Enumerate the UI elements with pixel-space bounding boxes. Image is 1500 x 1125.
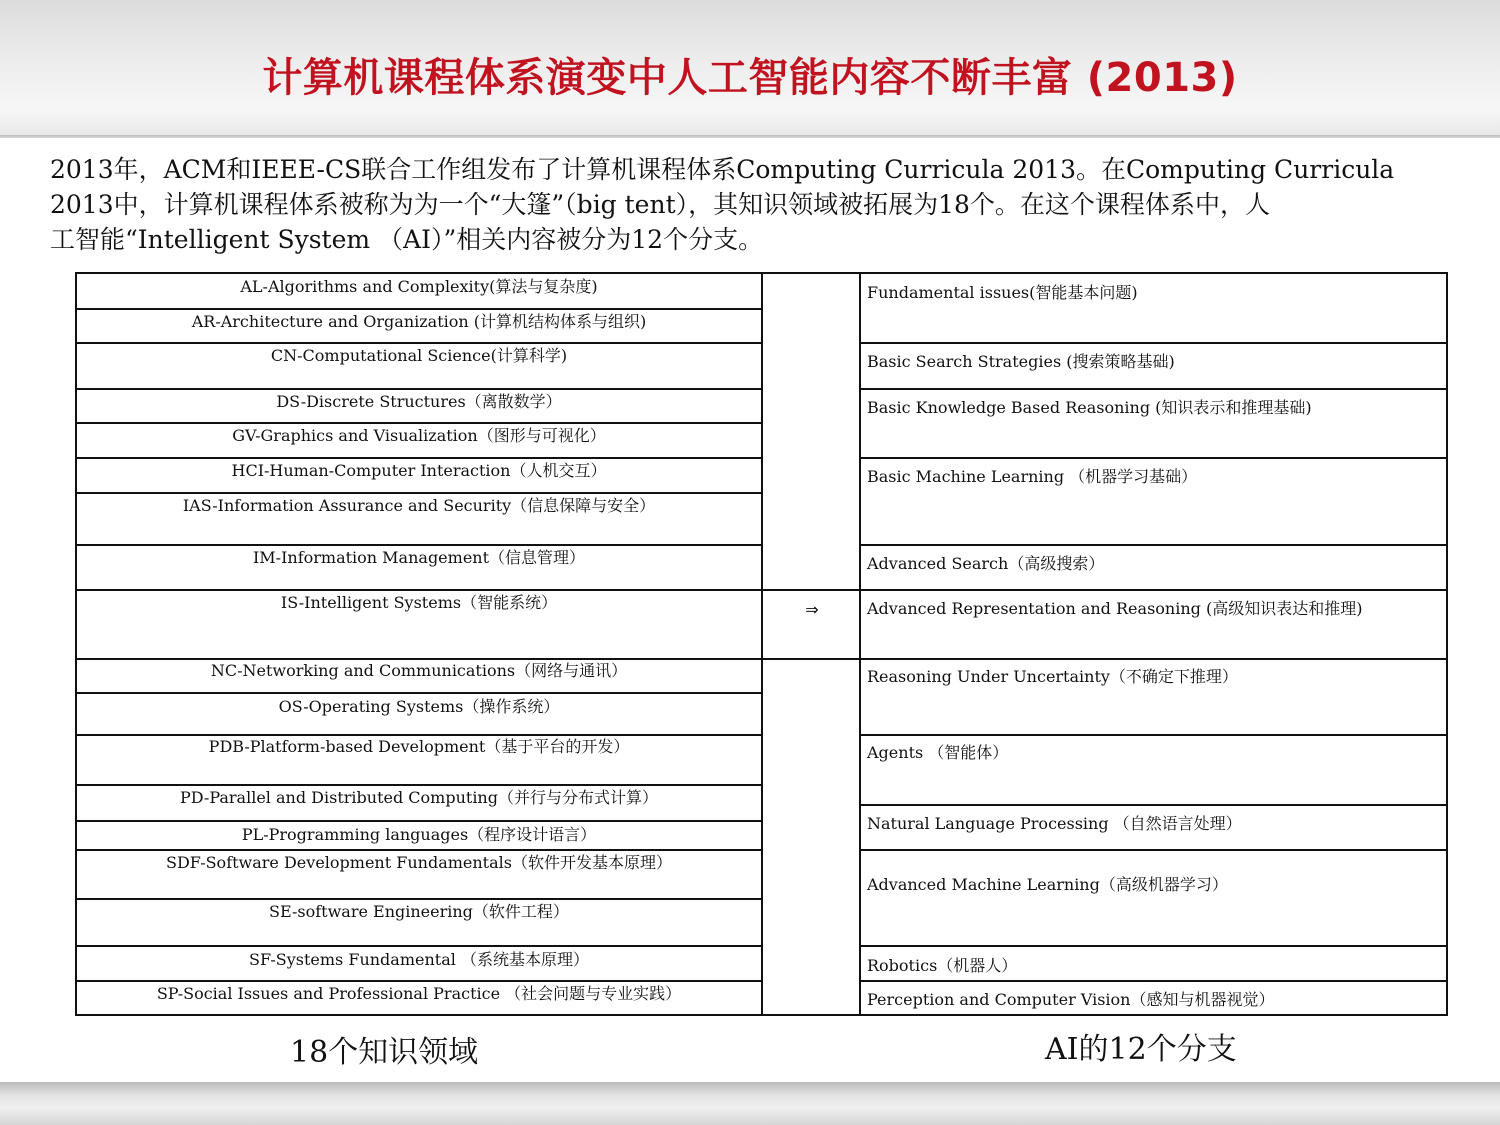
right-row-divider <box>861 388 1446 390</box>
right-row-divider <box>861 342 1446 344</box>
right-row-divider <box>861 980 1446 982</box>
ai-branch-basic-search: Basic Search Strategies (搜索策略基础) <box>867 352 1175 371</box>
left-row-divider <box>77 422 761 424</box>
right-row-divider <box>861 658 1446 660</box>
knowledge-area-pl: PL-Programming languages（程序设计语言） <box>241 825 597 844</box>
arrow-icon: ⇒ <box>805 600 819 619</box>
knowledge-area-se: SE-software Engineering（软件工程） <box>269 902 569 921</box>
intro-paragraph <box>50 152 1490 257</box>
caption-ai-branches: AI的12个分支 <box>1045 1032 1237 1067</box>
caption-knowledge-areas: 18个知识领域 <box>290 1035 479 1070</box>
ai-branch-basic-kr: Basic Knowledge Based Reasoning (知识表示和推理基础) <box>867 398 1312 417</box>
page-title: 计算机课程体系演变中人工智能内容不断丰富 (2013) <box>262 55 1238 101</box>
left-row-divider <box>77 945 761 947</box>
knowledge-area-al: AL-Algorithms and Complexity(算法与复杂度) <box>240 277 598 296</box>
ai-branch-nlp: Natural Language Processing （自然语言处理） <box>867 814 1242 833</box>
knowledge-area-is: IS-Intelligent Systems（智能系统） <box>280 593 558 612</box>
left-row-divider <box>77 388 761 390</box>
left-row-divider <box>77 457 761 459</box>
right-row-divider <box>861 849 1446 851</box>
left-row-divider <box>77 544 761 546</box>
knowledge-area-cn: CN-Computational Science(计算科学) <box>270 346 568 365</box>
knowledge-area-im: IM-Information Management（信息管理） <box>252 548 586 567</box>
intro-line-2: 2013中，计算机课程体系被称为为一个“大篷”（big tent），其知识领域被拓展为18个。在这个课程体系中，人 <box>50 190 1270 219</box>
ai-branch-advanced-rr: Advanced Representation and Reasoning (高级知识表达和推理) <box>867 599 1363 618</box>
right-row-divider <box>861 945 1446 947</box>
curriculum-table <box>75 272 1448 1016</box>
knowledge-area-ias: IAS-Information Assurance and Security（信息保障与安全） <box>182 496 656 515</box>
intro-line-3: 工智能“Intelligent System （AI）”相关内容被分为12个分支。 <box>50 225 764 254</box>
right-row-divider <box>861 804 1446 806</box>
right-row-divider <box>861 734 1446 736</box>
ai-branch-uncertainty: Reasoning Under Uncertainty（不确定下推理） <box>867 667 1238 686</box>
intro-line-1: 2013年，ACM和IEEE-CS联合工作组发布了计算机课程体系Computing Curricula 2013。在Computing Curricula <box>50 155 1395 184</box>
knowledge-area-gv: GV-Graphics and Visualization（图形与可视化） <box>232 426 606 445</box>
middle-row-divider <box>761 589 861 591</box>
right-row-divider <box>861 544 1446 546</box>
ai-branch-fundamental-issues: Fundamental issues(智能基本问题) <box>867 283 1138 302</box>
left-row-divider <box>77 308 761 310</box>
left-row-divider <box>77 658 761 660</box>
ai-branch-robotics: Robotics（机器人） <box>867 956 1018 975</box>
left-row-divider <box>77 784 761 786</box>
knowledge-area-pdb: PDB-Platform-based Development（基于平台的开发） <box>208 737 630 756</box>
knowledge-area-ds: DS-Discrete Structures（离散数学） <box>276 392 562 411</box>
footer-band <box>0 1082 1500 1125</box>
ai-branch-agents: Agents （智能体） <box>867 743 1009 762</box>
ai-branch-basic-ml: Basic Machine Learning （机器学习基础） <box>867 467 1198 486</box>
left-row-divider <box>77 849 761 851</box>
ai-branch-advanced-search: Advanced Search（高级搜索） <box>867 554 1105 573</box>
right-row-divider <box>861 457 1446 459</box>
right-row-divider <box>861 589 1446 591</box>
left-row-divider <box>77 589 761 591</box>
knowledge-area-ar: AR-Architecture and Organization (计算机结构体系与组织) <box>191 312 647 331</box>
left-row-divider <box>77 342 761 344</box>
knowledge-area-pd: PD-Parallel and Distributed Computing（并行与分布式计算） <box>180 788 658 807</box>
ai-branch-advanced-ml: Advanced Machine Learning（高级机器学习） <box>867 875 1228 894</box>
knowledge-area-os: OS-Operating Systems（操作系统） <box>278 697 560 716</box>
knowledge-area-sf: SF-Systems Fundamental （系统基本原理） <box>249 950 589 969</box>
left-row-divider <box>77 980 761 982</box>
middle-row-divider <box>761 658 861 660</box>
left-column-divider <box>761 274 763 1014</box>
knowledge-area-hci: HCI-Human-Computer Interaction（人机交互） <box>231 461 607 480</box>
left-row-divider <box>77 692 761 694</box>
left-row-divider <box>77 820 761 822</box>
knowledge-area-sp: SP-Social Issues and Professional Practice （社会问题与专业实践） <box>156 984 682 1003</box>
knowledge-area-sdf: SDF-Software Development Fundamentals（软件开发基本原理） <box>166 853 672 872</box>
left-row-divider <box>77 734 761 736</box>
left-row-divider <box>77 492 761 494</box>
left-row-divider <box>77 898 761 900</box>
right-column-divider <box>859 274 861 1014</box>
knowledge-area-nc: NC-Networking and Communications（网络与通讯） <box>210 661 628 680</box>
ai-branch-perception: Perception and Computer Vision（感知与机器视觉） <box>867 990 1275 1009</box>
